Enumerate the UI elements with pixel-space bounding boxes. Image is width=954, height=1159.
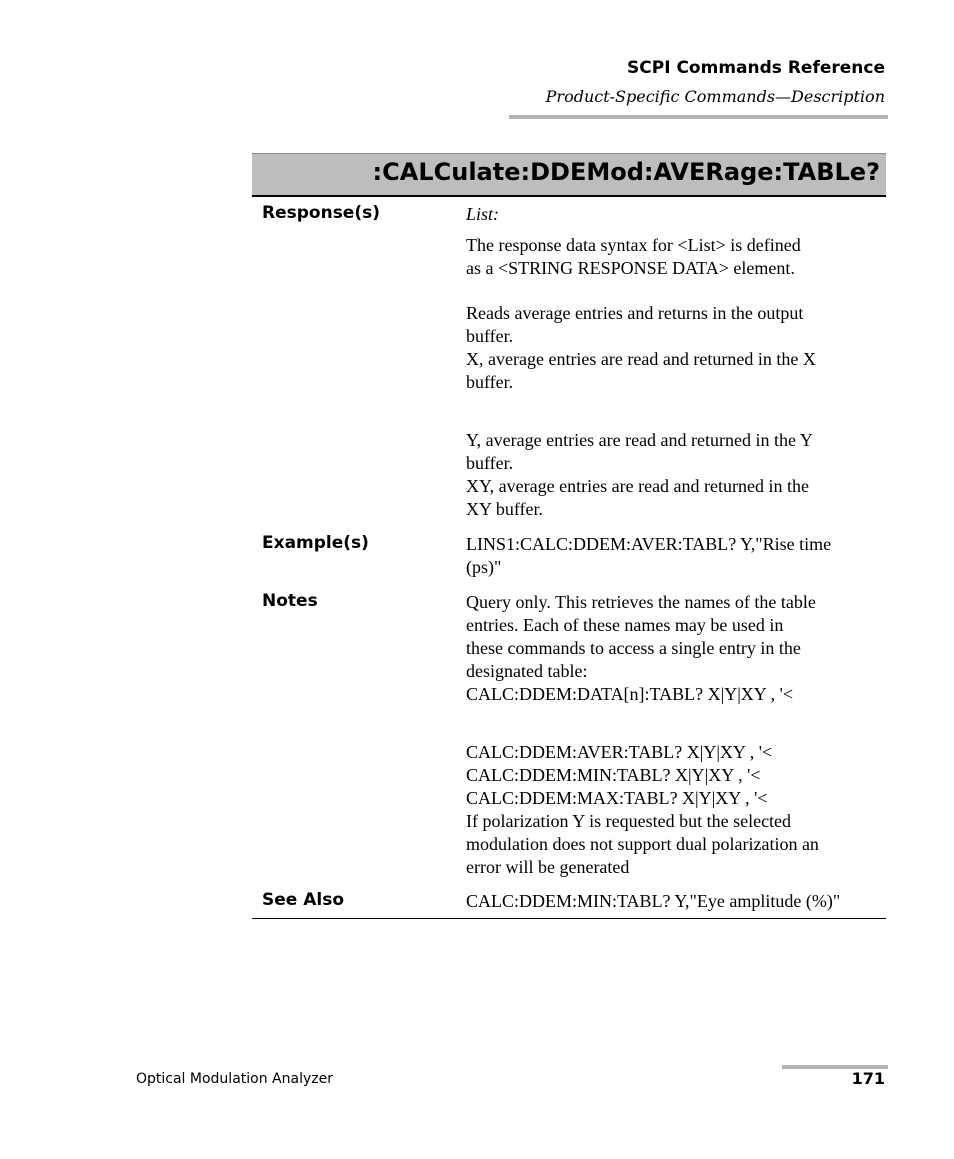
footer-product-name: Optical Modulation Analyzer bbox=[136, 1071, 333, 1087]
table-bottom-rule bbox=[252, 918, 886, 919]
responses-line: as a <STRING RESPONSE DATA> element. bbox=[466, 258, 795, 278]
page-number: 171 bbox=[851, 1069, 885, 1088]
responses-label: Response(s) bbox=[262, 203, 380, 223]
notes-line: CALC:DDEM:MAX:TABL? X|Y|XY , '< bbox=[466, 788, 768, 808]
running-header-subtitle: Product-Specific Commands—Description bbox=[545, 87, 885, 106]
notes-line: Query only. This retrieves the names of the table bbox=[466, 592, 816, 612]
command-title-bar bbox=[252, 153, 886, 197]
responses-line: buffer. bbox=[466, 453, 514, 473]
responses-line: XY, average entries are read and returned in the bbox=[466, 476, 810, 496]
responses-line: Reads average entries and returns in the output bbox=[466, 303, 804, 323]
responses-line: XY buffer. bbox=[466, 499, 543, 519]
notes-line: If polarization Y is requested but the selected bbox=[466, 811, 792, 831]
responses-line: Y, average entries are read and returned in the Y bbox=[466, 430, 813, 450]
notes-line: error will be generated bbox=[466, 857, 630, 877]
notes-line: CALC:DDEM:DATA[n]:TABL? X|Y|XY , '< bbox=[466, 684, 794, 704]
notes-line: CALC:DDEM:AVER:TABL? X|Y|XY , '< bbox=[466, 742, 773, 762]
command-title: :CALCulate:DDEMod:AVERage:TABLe? bbox=[372, 158, 880, 186]
responses-line: buffer. bbox=[466, 372, 514, 392]
examples-line: LINS1:CALC:DDEM:AVER:TABL? Y,"Rise time bbox=[466, 534, 832, 554]
responses-line: List: bbox=[466, 204, 500, 224]
notes-line: CALC:DDEM:MIN:TABL? X|Y|XY , '< bbox=[466, 765, 761, 785]
see-also-line: CALC:DDEM:MIN:TABL? Y,"Eye amplitude (%)" bbox=[466, 891, 841, 911]
examples-label: Example(s) bbox=[262, 533, 369, 553]
header-divider bbox=[509, 115, 888, 119]
notes-line: entries. Each of these names may be used in bbox=[466, 615, 784, 635]
running-header-title: SCPI Commands Reference bbox=[627, 58, 885, 78]
responses-line: X, average entries are read and returned in the X bbox=[466, 349, 816, 369]
see-also-label: See Also bbox=[262, 890, 345, 910]
notes-label: Notes bbox=[262, 591, 318, 611]
notes-line: these commands to access a single entry in the bbox=[466, 638, 801, 658]
examples-line: (ps)" bbox=[466, 557, 502, 577]
notes-line: designated table: bbox=[466, 661, 588, 681]
notes-line: modulation does not support dual polarization an bbox=[466, 834, 819, 854]
responses-line: The response data syntax for <List> is defined bbox=[466, 235, 801, 255]
responses-line: buffer. bbox=[466, 326, 514, 346]
